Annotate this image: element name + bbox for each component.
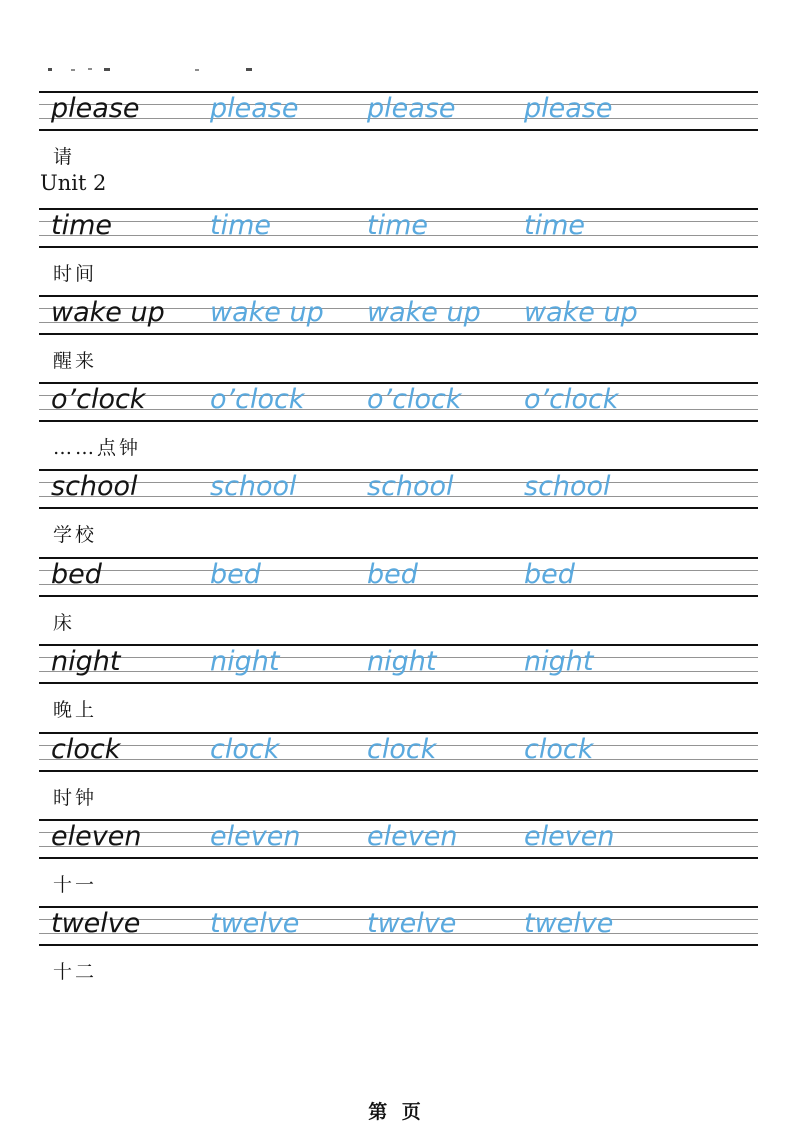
practice-word-trace: o’clock bbox=[524, 384, 619, 415]
word-row bbox=[39, 208, 758, 285]
practice-word-trace: wake up bbox=[367, 297, 481, 328]
word-row bbox=[39, 91, 758, 168]
practice-word-trace: wake up bbox=[210, 297, 324, 328]
practice-word-trace: bed bbox=[210, 559, 261, 590]
practice-word-trace: time bbox=[367, 210, 429, 241]
page-number-footer: 第 页 bbox=[368, 1101, 425, 1122]
practice-word-model: twelve bbox=[51, 908, 141, 939]
practice-word-trace: eleven bbox=[210, 821, 301, 852]
practice-word-trace: night bbox=[210, 646, 280, 677]
guide-line-bottom bbox=[39, 770, 758, 772]
practice-word-model: school bbox=[51, 471, 138, 502]
guide-line-bottom bbox=[39, 333, 758, 335]
practice-word-trace: eleven bbox=[367, 821, 458, 852]
practice-word-trace: clock bbox=[524, 734, 594, 765]
practice-word-trace: night bbox=[524, 646, 594, 677]
practice-word-trace: wake up bbox=[524, 297, 638, 328]
guide-line-bottom bbox=[39, 246, 758, 248]
practice-word-model: please bbox=[51, 93, 140, 124]
remnant-mark bbox=[195, 69, 199, 71]
practice-word-trace: bed bbox=[524, 559, 575, 590]
practice-word-model: time bbox=[51, 210, 113, 241]
practice-word-trace: please bbox=[524, 93, 613, 124]
chinese-translation: 十一 bbox=[53, 874, 98, 896]
practice-word-model: o’clock bbox=[51, 384, 146, 415]
practice-word-trace: school bbox=[524, 471, 611, 502]
guide-line-bottom bbox=[39, 595, 758, 597]
practice-word-trace: clock bbox=[210, 734, 280, 765]
practice-word-trace: twelve bbox=[210, 908, 300, 939]
practice-word-trace: please bbox=[210, 93, 299, 124]
chinese-translation: ……点钟 bbox=[53, 437, 142, 459]
chinese-translation: 十二 bbox=[53, 961, 98, 983]
chinese-translation: 学校 bbox=[53, 524, 98, 546]
word-row bbox=[39, 732, 758, 809]
chinese-translation: 时钟 bbox=[53, 787, 98, 809]
word-row bbox=[39, 819, 758, 896]
guide-line-bottom bbox=[39, 857, 758, 859]
word-row bbox=[39, 557, 758, 634]
practice-word-trace: school bbox=[210, 471, 297, 502]
practice-word-trace: time bbox=[524, 210, 586, 241]
practice-word-trace: night bbox=[367, 646, 437, 677]
practice-word-model: wake up bbox=[51, 297, 165, 328]
practice-word-trace: please bbox=[367, 93, 456, 124]
chinese-translation: 请 bbox=[53, 146, 76, 168]
practice-word-model: bed bbox=[51, 559, 102, 590]
remnant-mark bbox=[88, 68, 92, 70]
practice-word-model: eleven bbox=[51, 821, 142, 852]
word-row bbox=[39, 469, 758, 546]
remnant-mark bbox=[246, 68, 252, 71]
chinese-translation: 晚上 bbox=[53, 699, 98, 721]
practice-word-model: night bbox=[51, 646, 121, 677]
guide-line-bottom bbox=[39, 507, 758, 509]
word-row bbox=[39, 382, 758, 459]
remnant-mark bbox=[71, 69, 75, 71]
chinese-translation: 醒来 bbox=[53, 350, 98, 372]
chinese-translation: 床 bbox=[53, 612, 76, 634]
word-row bbox=[39, 906, 758, 983]
practice-word-trace: clock bbox=[367, 734, 437, 765]
practice-word-trace: o’clock bbox=[210, 384, 305, 415]
practice-word-trace: twelve bbox=[367, 908, 457, 939]
word-row bbox=[39, 295, 758, 372]
practice-word-trace: bed bbox=[367, 559, 418, 590]
practice-word-trace: o’clock bbox=[367, 384, 462, 415]
practice-word-trace: school bbox=[367, 471, 454, 502]
word-row bbox=[39, 644, 758, 721]
remnant-mark bbox=[48, 68, 52, 71]
practice-word-trace: eleven bbox=[524, 821, 615, 852]
guide-line-bottom bbox=[39, 944, 758, 946]
guide-line-bottom bbox=[39, 420, 758, 422]
guide-line-bottom bbox=[39, 682, 758, 684]
guide-line-bottom bbox=[39, 129, 758, 131]
unit-heading: Unit 2 bbox=[40, 171, 107, 195]
practice-word-trace: twelve bbox=[524, 908, 614, 939]
chinese-translation: 时间 bbox=[53, 263, 98, 285]
practice-word-trace: time bbox=[210, 210, 272, 241]
remnant-mark bbox=[104, 68, 110, 71]
practice-word-model: clock bbox=[51, 734, 121, 765]
